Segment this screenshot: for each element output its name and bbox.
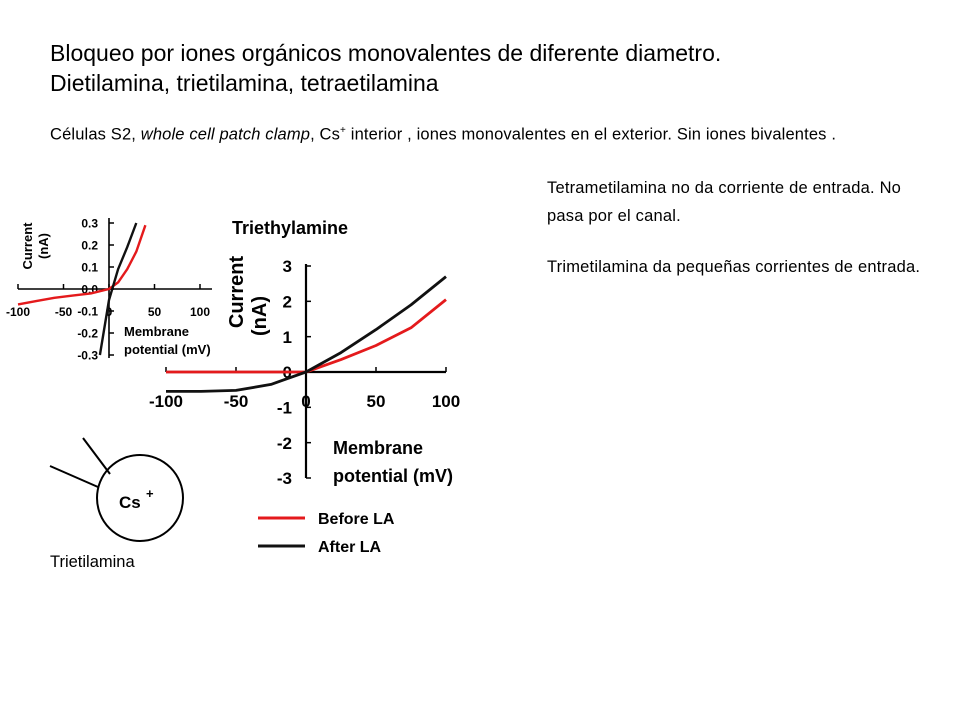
small-y-tick-label: 0.3 (81, 216, 98, 231)
cell-label: Cs (119, 493, 141, 512)
subtitle-mid: , Cs (310, 125, 341, 144)
main-y-tick-label: 1 (282, 327, 292, 347)
legend (258, 511, 395, 556)
main-chart (149, 218, 460, 556)
small-chart (6, 216, 212, 362)
small-x-tick-label: 50 (147, 305, 162, 319)
small-x-tick-label: -50 (54, 305, 73, 319)
small-x-label-1: Membrane (124, 324, 190, 339)
main-y-label-2: (nA) (249, 296, 271, 336)
small-y-tick-label: -0.3 (77, 348, 98, 363)
cell-diagram (50, 438, 183, 541)
small-y-label-1: Current (20, 222, 35, 270)
note-trimethylamine: Trimetilamina da pequeñas corrientes de entrada. (547, 258, 921, 276)
main-y-tick-label: -3 (276, 469, 292, 489)
main-y-tick-label: 3 (282, 257, 292, 277)
main-x-tick-label: 50 (366, 392, 386, 411)
pipette-line-2 (83, 438, 110, 474)
legend-label-before: Before LA (318, 511, 395, 528)
small-y-tick-label: -0.1 (77, 304, 98, 319)
legend-label-after: After LA (318, 539, 382, 556)
main-x-label-1: Membrane (333, 438, 424, 458)
small-y-tick-label: 0.2 (81, 238, 98, 253)
main-x-tick-label: 0 (301, 392, 311, 411)
small-x-label-2: potential (mV) (124, 342, 211, 357)
subtitle-pre: Células S2, (50, 125, 141, 144)
note-tetramethylamine: Tetrametilamina no da corriente de entrada. No pasa por el canal. (547, 179, 902, 225)
small-x-tick-label: 100 (189, 305, 211, 319)
main-y-tick-label: 2 (282, 292, 292, 312)
main-y-tick-label: -2 (276, 433, 292, 453)
subtitle-sup: + (340, 125, 347, 136)
small-x-tick-label: 0 (105, 305, 113, 319)
title-line-1: Bloqueo por iones orgánicos monovalentes de diferente diametro. (50, 40, 722, 66)
main-x-tick-label: 100 (431, 392, 461, 411)
main-x-tick-label: -50 (223, 392, 249, 411)
cell-label-sup: + (146, 486, 154, 501)
title-line-2: Dietilamina, trietilamina, tetraetilamina (50, 70, 439, 96)
pipette-line-1 (50, 466, 98, 487)
main-chart-title: Triethylamine (232, 218, 349, 238)
small-y-tick-label: -0.2 (77, 326, 98, 341)
main-y-label-1: Current (226, 255, 248, 329)
small-x-tick-label: -100 (5, 305, 31, 319)
caption-trietilamina: Trietilamina (50, 553, 135, 571)
main-x-label-2: potential (mV) (333, 466, 453, 486)
small-y-tick-label: 0.1 (81, 260, 98, 275)
small-y-label-2: (nA) (36, 233, 51, 259)
main-y-tick-label: 0 (282, 363, 292, 383)
main-x-tick-label: -100 (148, 392, 184, 411)
small-y-tick-label: 0.0 (81, 282, 98, 297)
main-y-tick-label: -1 (276, 398, 292, 418)
subtitle-post: interior , iones monovalentes en el exterior. Sin iones bivalentes . (346, 125, 837, 144)
subtitle-italic: whole cell patch clamp (140, 125, 311, 144)
